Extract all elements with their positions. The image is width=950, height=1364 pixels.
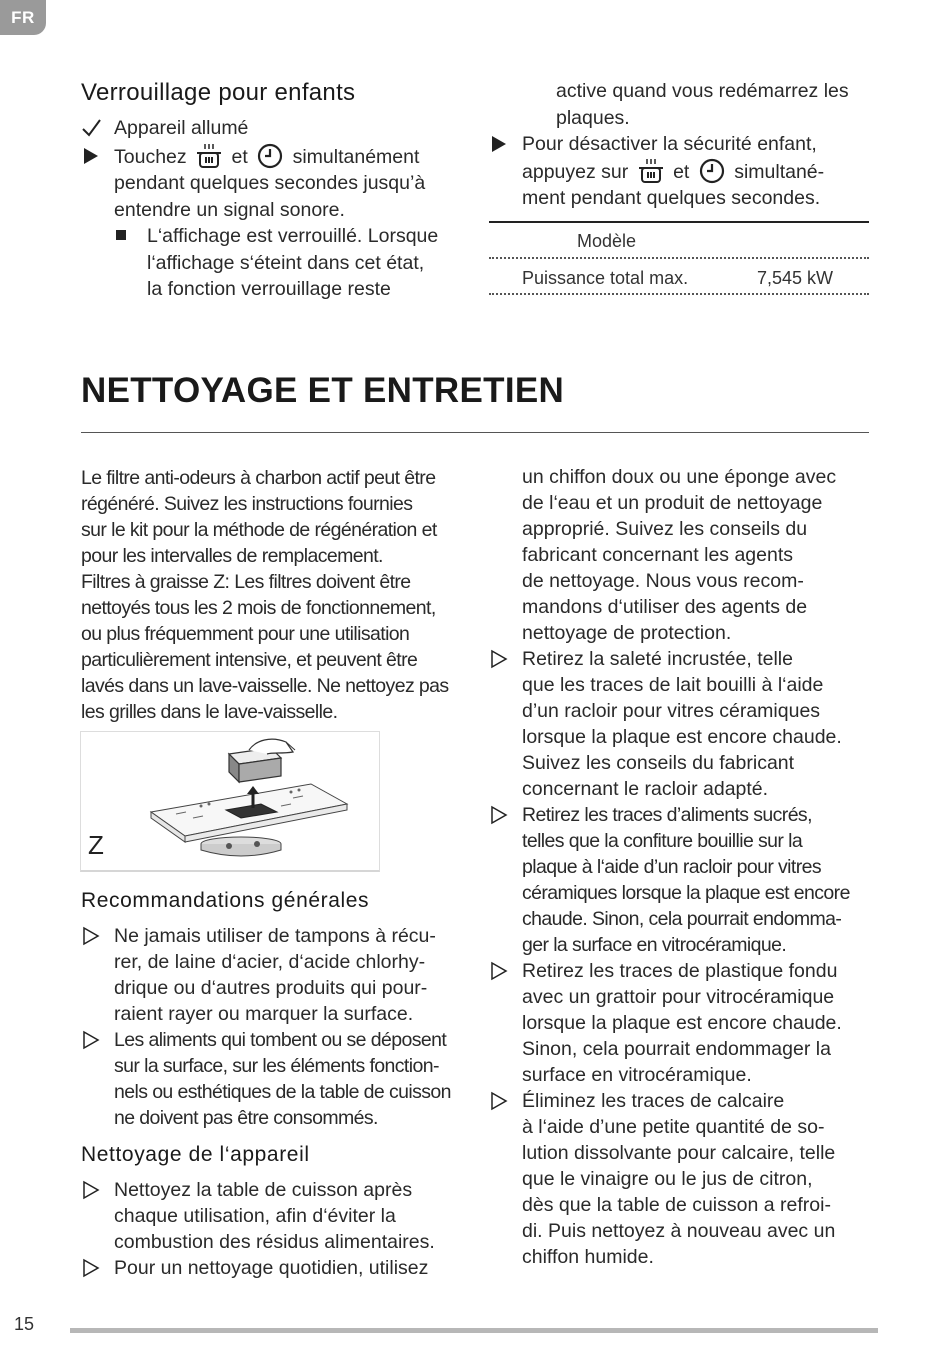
timer-icon [257, 143, 283, 169]
section-title: NETTOYAGE ET ENTRETIEN [81, 371, 565, 410]
general-title: Recommandations générales [81, 889, 370, 912]
checkmark-icon [81, 115, 105, 141]
list-line: mandons d‘utiliser des agents de [522, 596, 808, 618]
hint-arrow-icon [489, 646, 513, 672]
right-item-4 [489, 1088, 879, 1270]
list-line: rer, de laine d‘acier, d‘acide chlorhy- [114, 951, 426, 973]
list-line: nels ou esthétiques de la table de cuisson [114, 1081, 451, 1103]
list-line: plaque à l‘aide d’un racloir pour vitres [522, 856, 822, 878]
hint-arrow-icon [489, 1088, 513, 1114]
step-2-line-3: ment pendant quelques secondes. [522, 187, 821, 209]
child-lock-icon [196, 143, 222, 169]
general-list [81, 923, 481, 1131]
spec-table-top-rule [489, 221, 869, 223]
list-line: surface en vitrocéramique. [522, 1064, 752, 1086]
list-line: Sinon, cela pourrait endommager la [522, 1038, 831, 1060]
result-square-icon [114, 223, 138, 249]
filter-figure [80, 731, 380, 872]
continuation-paragraph [489, 464, 879, 646]
list-line: chaude. Sinon, cela pourrait endomma- [522, 908, 842, 930]
list-line: que le vinaigre ou le jus de citron, [522, 1168, 813, 1190]
intro-line: particulièrement intensive, et peuvent être [81, 649, 418, 671]
list-line: di. Puis nettoyez à nouveau avec un [522, 1220, 836, 1242]
figure-label: Z [88, 830, 104, 860]
step-2-line-1: Pour désactiver la sécurité enfant, [522, 133, 817, 155]
check-item-text: Appareil allumé [114, 117, 249, 139]
intro-line: lavés dans un lave-vaisselle. Ne nettoyez pas [81, 675, 449, 697]
intro-paragraph [81, 465, 481, 725]
result-line-3: la fonction verrouillage reste [147, 278, 391, 300]
list-line: Retirez les traces de plastique fondu [522, 960, 838, 982]
list-line: Retirez les traces d’aliments sucrés, [522, 804, 812, 826]
intro-line: pour les intervalles de remplacement. [81, 545, 383, 567]
result-line-1: L‘affichage est verrouillé. Lorsque [147, 225, 439, 247]
right-column [489, 464, 879, 1270]
cleaning-item-1 [81, 1177, 481, 1255]
list-line: de l‘eau et un produit de nettoyage [522, 492, 823, 514]
intro-line: les grilles dans le lave-vaisselle. [81, 701, 338, 723]
result-line-2: l‘affichage s‘éteint dans cet état, [147, 251, 425, 274]
step-1-line-3: entendre un signal sonore. [114, 198, 345, 221]
intro-line: régénéré. Suivez les instructions fournies [81, 493, 413, 515]
list-line: d’un racloir pour vitres céramiques [522, 700, 821, 722]
step-1-text-a: Touchez [114, 145, 187, 168]
list-line: nettoyage de protection. [522, 622, 732, 644]
step-arrow-icon [489, 131, 513, 157]
list-line: ger la surface en vitrocéramique. [522, 934, 787, 956]
list-line: lution dissolvante pour calcaire, telle [522, 1142, 836, 1164]
result-continuation [489, 78, 879, 131]
child-lock-continuation [489, 78, 879, 212]
child-lock-icon [638, 158, 664, 184]
intro-line: Filtres à graisse Z: Les filtres doivent être [81, 571, 411, 593]
cleaning-item-2 [81, 1255, 481, 1281]
list-line: de nettoyage. Nous vous recom- [522, 570, 804, 592]
language-tab: FR [0, 0, 46, 35]
timer-icon [699, 158, 725, 184]
hint-arrow-icon [81, 1177, 105, 1203]
step-2-text-c: simultané- [734, 160, 825, 183]
intro-line: Le filtre anti-odeurs à charbon actif peut être [81, 467, 436, 489]
list-line: chaque utilisation, afin d‘éviter la [114, 1205, 396, 1227]
list-line: lorsque la plaque est encore chaude. [522, 726, 842, 748]
right-item-3 [489, 958, 879, 1088]
child-lock-list [81, 115, 481, 303]
list-line: Nettoyez la table de cuisson après [114, 1179, 413, 1201]
step-1-text-c: simultanément [292, 145, 420, 168]
list-line: chiffon humide. [522, 1246, 654, 1268]
list-line: un chiffon doux ou une éponge avec [522, 466, 837, 488]
spec-table-bottom-rule [489, 293, 869, 295]
right-item-2 [489, 802, 879, 958]
list-line: à l‘aide d’une petite quantité de so- [522, 1116, 825, 1138]
step-1-result [114, 223, 481, 303]
step-2-text-b: et [673, 160, 690, 183]
list-line: approprié. Suivez les conseils du [522, 518, 808, 540]
hint-arrow-icon [81, 923, 105, 949]
list-line: Suivez les conseils du fabricant [522, 752, 795, 774]
cleaning-list [81, 1177, 481, 1281]
list-line: avec un grattoir pour vitrocéramique [522, 986, 835, 1008]
result-line-5: plaques. [556, 106, 630, 129]
list-line: Ne jamais utiliser de tampons à récu- [114, 925, 436, 947]
general-item-2 [81, 1027, 481, 1131]
hint-arrow-icon [81, 1255, 105, 1281]
cooktop-illustration [81, 732, 379, 870]
spec-table-header: Modèle [577, 231, 637, 251]
hint-arrow-icon [489, 802, 513, 828]
spec-row-label: Puissance total max. [522, 268, 689, 288]
hint-arrow-icon [81, 1027, 105, 1053]
list-line: Retirez la saleté incrustée, telle [522, 648, 793, 670]
cleaning-title: Nettoyage de l‘appareil [81, 1143, 310, 1166]
list-line: Pour un nettoyage quotidien, utilisez [114, 1257, 429, 1279]
step-1-line-2: pendant quelques secondes jusqu’à [114, 172, 426, 194]
general-item-1 [81, 923, 481, 1027]
list-line: que les traces de lait bouilli à l‘aide [522, 674, 824, 696]
list-line: raient rayer ou marquer la surface. [114, 1003, 414, 1025]
step-2 [489, 131, 879, 212]
step-2-text-a: appuyez sur [522, 160, 629, 183]
list-line: ne doivent pas être consommés. [114, 1107, 378, 1129]
section-rule [81, 432, 869, 433]
list-line: dès que la table de cuisson a refroi- [522, 1194, 831, 1216]
page-number: 15 [14, 1314, 35, 1334]
intro-line: nettoyés tous les 2 mois de fonctionnement, [81, 597, 436, 619]
list-line: fabricant concernant les agents [522, 544, 794, 566]
list-line: Les aliments qui tombent ou se déposent [114, 1029, 447, 1051]
list-line: telles que la confiture bouillie sur la [522, 830, 803, 852]
step-1-text-b: et [231, 145, 248, 168]
spec-table-divider [489, 257, 869, 259]
child-lock-title: Verrouillage pour enfants [81, 79, 356, 106]
hint-arrow-icon [489, 958, 513, 984]
list-line: céramiques lorsque la plaque est encore [522, 882, 850, 904]
list-line: drique ou d‘autres produits qui pour- [114, 977, 428, 999]
intro-line: sur le kit pour la méthode de régénération et [81, 519, 437, 541]
step-1 [81, 143, 481, 224]
intro-line: ou plus fréquemment pour une utilisation [81, 623, 410, 645]
footer-bar [70, 1328, 878, 1333]
right-item-1 [489, 646, 879, 802]
list-line: concernant le racloir adapté. [522, 778, 769, 800]
list-line: Éliminez les traces de calcaire [522, 1090, 785, 1112]
list-line: lorsque la plaque est encore chaude. [522, 1012, 842, 1034]
list-line: combustion des résidus alimentaires. [114, 1231, 435, 1253]
check-item [81, 115, 481, 142]
step-arrow-icon [81, 143, 105, 169]
spec-row-value: 7,545 kW [757, 268, 834, 288]
result-line-4: active quand vous redémarrez les [556, 80, 849, 102]
list-line: sur la surface, sur les éléments fonction- [114, 1055, 439, 1077]
